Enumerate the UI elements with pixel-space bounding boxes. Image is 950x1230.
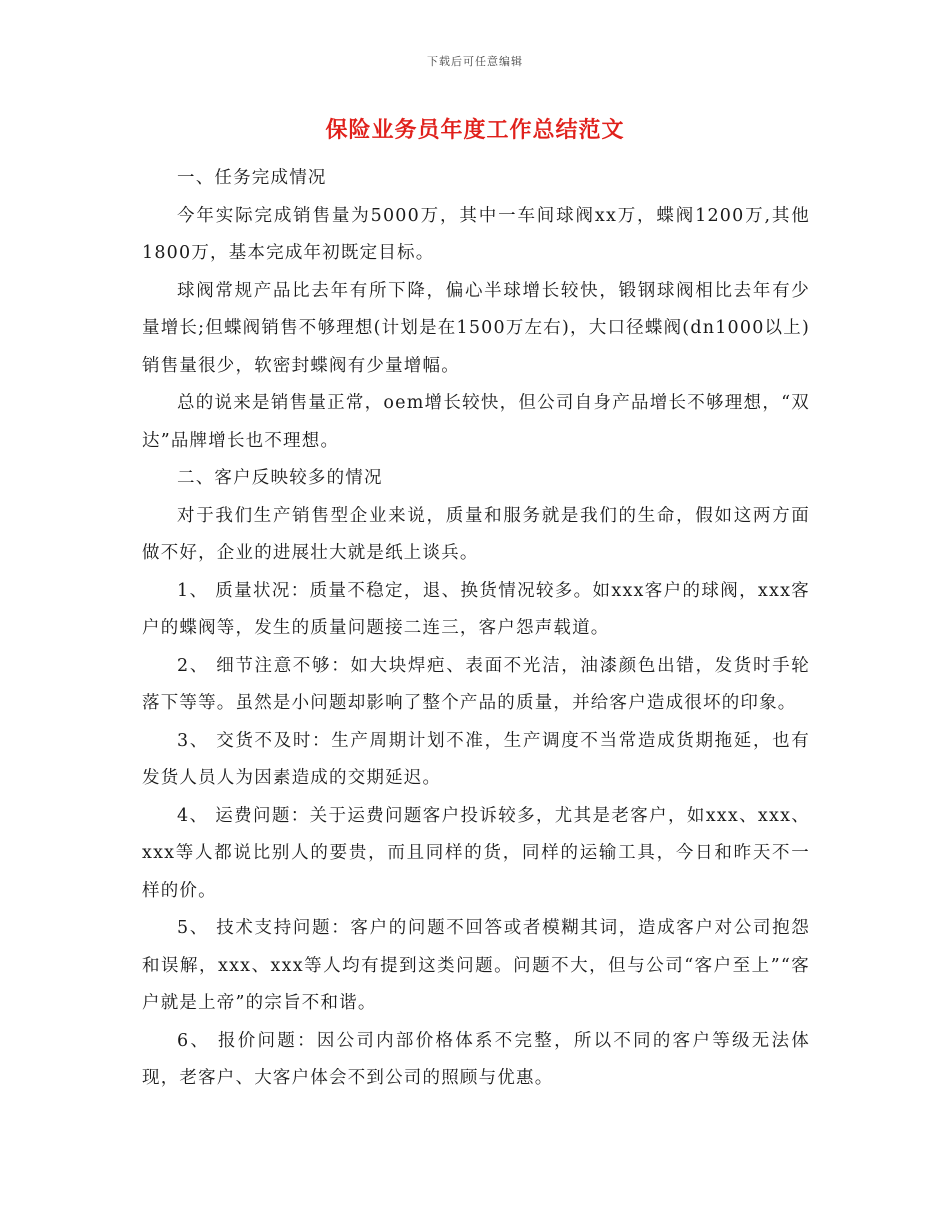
paragraph: 对于我们生产销售型企业来说，质量和服务就是我们的生命，假如这两方面做不好，企业的进展壮大就是纸上谈兵。 <box>142 505 810 563</box>
list-item: 6、 报价问题：因公司内部价格体系不完整，所以不同的客户等级无法体现，老客户、大客户体会不到公司的照顾与优惠。 <box>142 1030 810 1088</box>
list-item: 3、 交货不及时：生产周期计划不准，生产调度不当常造成货期拖延，也有发货人员人为因素造成的交期延迟。 <box>142 730 810 788</box>
paragraph: 球阀常规产品比去年有所下降，偏心半球增长较快，锻钢球阀相比去年有少量增长;但蝶阀销售不够理想(计划是在1500万左右)，大口径蝶阀(dn1000以上)销售量很少，软密封蝶阀有少量增幅。 <box>142 280 810 376</box>
list-item: 4、 运费问题：关于运费问题客户投诉较多，尤其是老客户，如xxx、xxx、xxx等人都说比别人的要贵，而且同样的货，同样的运输工具，今日和昨天不一样的价。 <box>142 805 810 901</box>
list-item: 2、 细节注意不够：如大块焊疤、表面不光洁，油漆颜色出错，发货时手轮落下等等。虽然是小问题却影响了整个产品的质量，并给客户造成很坏的印象。 <box>142 655 810 713</box>
header-note: 下载后可任意编辑 <box>427 55 523 68</box>
document-title: 保险业务员年度工作总结范文 <box>325 118 625 143</box>
list-item: 5、 技术支持问题：客户的问题不回答或者模糊其词，造成客户对公司抱怨和误解，xxx、xxx等人均有提到这类问题。问题不大，但与公司“客户至上”“客户就是上帝”的宗旨不和谐。 <box>142 918 810 1013</box>
section-heading: 一、任务完成情况 <box>177 168 327 188</box>
section-heading: 二、客户反映较多的情况 <box>177 468 383 488</box>
document-body <box>142 160 810 1098</box>
paragraph: 今年实际完成销售量为5000万，其中一车间球阀xx万，蝶阀1200万,其他1800万，基本完成年初既定目标。 <box>142 205 810 263</box>
paragraph: 总的说来是销售量正常，oem增长较快，但公司自身产品增长不够理想，“双达”品牌增长也不理想。 <box>142 393 810 451</box>
list-item: 1、 质量状况：质量不稳定，退、换货情况较多。如xxx客户的球阀，xxx客户的蝶阀等，发生的质量问题接二连三，客户怨声载道。 <box>142 580 810 638</box>
